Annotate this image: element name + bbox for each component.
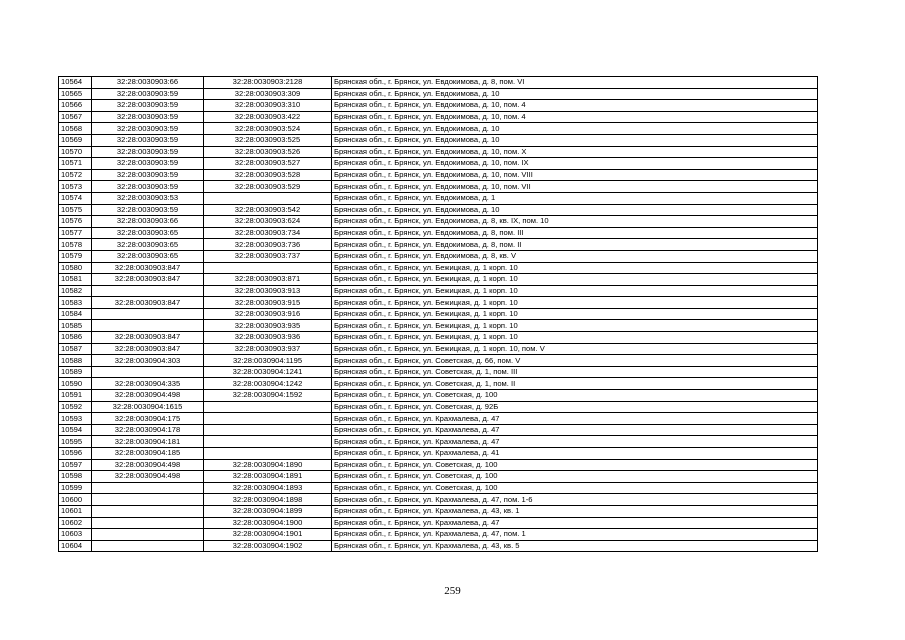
row-number-cell: 10591 [59, 390, 92, 402]
address-cell: Брянская обл., г. Брянск, ул. Евдокимова, д. 10 [332, 123, 818, 135]
object-cadastral-number-cell: 32:28:0030903:528 [204, 169, 332, 181]
row-number-cell: 10572 [59, 169, 92, 181]
table-row [59, 471, 818, 483]
object-cadastral-number-cell: 32:28:0030903:542 [204, 204, 332, 216]
object-cadastral-number-cell: 32:28:0030904:1242 [204, 378, 332, 390]
address-cell: Брянская обл., г. Брянск, ул. Евдокимова, д. 10, пом. X [332, 146, 818, 158]
land-cadastral-number-cell: 32:28:0030904:178 [92, 424, 204, 436]
row-number-cell: 10602 [59, 517, 92, 529]
address-cell: Брянская обл., г. Брянск, ул. Крахмалева, д. 47 [332, 413, 818, 425]
row-number-cell: 10604 [59, 540, 92, 552]
land-cadastral-number-cell: 32:28:0030903:847 [92, 262, 204, 274]
address-cell: Брянская обл., г. Брянск, ул. Евдокимова, д. 10, пом. 4 [332, 111, 818, 123]
address-cell: Брянская обл., г. Брянск, ул. Крахмалева, д. 47, пом. 1 [332, 529, 818, 541]
object-cadastral-number-cell: 32:28:0030903:737 [204, 250, 332, 262]
object-cadastral-number-cell [204, 192, 332, 204]
land-cadastral-number-cell: 32:28:0030903:59 [92, 204, 204, 216]
table-row [59, 146, 818, 158]
land-cadastral-number-cell: 32:28:0030903:59 [92, 111, 204, 123]
object-cadastral-number-cell: 32:28:0030904:1891 [204, 471, 332, 483]
address-cell: Брянская обл., г. Брянск, ул. Крахмалева, д. 47 [332, 424, 818, 436]
row-number-cell: 10587 [59, 343, 92, 355]
object-cadastral-number-cell [204, 424, 332, 436]
land-cadastral-number-cell: 32:28:0030903:59 [92, 100, 204, 112]
row-number-cell: 10596 [59, 448, 92, 460]
address-cell: Брянская обл., г. Брянск, ул. Евдокимова, д. 10, пом. 4 [332, 100, 818, 112]
land-cadastral-number-cell: 32:28:0030903:59 [92, 88, 204, 100]
land-cadastral-number-cell: 32:28:0030903:66 [92, 77, 204, 89]
address-cell: Брянская обл., г. Брянск, ул. Евдокимова, д. 10 [332, 204, 818, 216]
land-cadastral-number-cell: 32:28:0030903:847 [92, 343, 204, 355]
row-number-cell: 10576 [59, 216, 92, 228]
table-row [59, 517, 818, 529]
table-row [59, 494, 818, 506]
table-row [59, 123, 818, 135]
address-cell: Брянская обл., г. Брянск, ул. Крахмалева, д. 47 [332, 436, 818, 448]
row-number-cell: 10603 [59, 529, 92, 541]
address-cell: Брянская обл., г. Брянск, ул. Советская, д. 100 [332, 390, 818, 402]
object-cadastral-number-cell: 32:28:0030904:1901 [204, 529, 332, 541]
table-row [59, 320, 818, 332]
table-row [59, 424, 818, 436]
land-cadastral-number-cell [92, 517, 204, 529]
object-cadastral-number-cell: 32:28:0030903:935 [204, 320, 332, 332]
address-cell: Брянская обл., г. Брянск, ул. Евдокимова, д. 10 [332, 134, 818, 146]
land-cadastral-number-cell: 32:28:0030903:847 [92, 332, 204, 344]
address-cell: Брянская обл., г. Брянск, ул. Евдокимова, д. 10, пом. VII [332, 181, 818, 193]
row-number-cell: 10567 [59, 111, 92, 123]
table-row [59, 285, 818, 297]
row-number-cell: 10583 [59, 297, 92, 309]
land-cadastral-number-cell: 32:28:0030904:181 [92, 436, 204, 448]
address-cell: Брянская обл., г. Брянск, ул. Бежицкая, д. 1 корп. 10 [332, 332, 818, 344]
address-cell: Брянская обл., г. Брянск, ул. Советская, д. 100 [332, 482, 818, 494]
table-row [59, 401, 818, 413]
table-row [59, 111, 818, 123]
row-number-cell: 10589 [59, 366, 92, 378]
row-number-cell: 10573 [59, 181, 92, 193]
object-cadastral-number-cell: 32:28:0030903:913 [204, 285, 332, 297]
address-cell: Брянская обл., г. Брянск, ул. Крахмалева, д. 43, кв. 5 [332, 540, 818, 552]
address-cell: Брянская обл., г. Брянск, ул. Крахмалева, д. 47 [332, 517, 818, 529]
address-cell: Брянская обл., г. Брянск, ул. Советская, д. 92Б [332, 401, 818, 413]
land-cadastral-number-cell: 32:28:0030904:1615 [92, 401, 204, 413]
table-row [59, 100, 818, 112]
land-cadastral-number-cell: 32:28:0030904:498 [92, 459, 204, 471]
address-cell: Брянская обл., г. Брянск, ул. Евдокимова, д. 10, пом. IX [332, 158, 818, 170]
object-cadastral-number-cell: 32:28:0030903:309 [204, 88, 332, 100]
object-cadastral-number-cell: 32:28:0030903:2128 [204, 77, 332, 89]
object-cadastral-number-cell: 32:28:0030904:1900 [204, 517, 332, 529]
row-number-cell: 10564 [59, 77, 92, 89]
land-cadastral-number-cell [92, 285, 204, 297]
row-number-cell: 10584 [59, 308, 92, 320]
address-cell: Брянская обл., г. Брянск, ул. Евдокимова, д. 8, пом. II [332, 239, 818, 251]
row-number-cell: 10570 [59, 146, 92, 158]
land-cadastral-number-cell [92, 540, 204, 552]
land-cadastral-number-cell: 32:28:0030903:65 [92, 227, 204, 239]
table-row [59, 274, 818, 286]
row-number-cell: 10565 [59, 88, 92, 100]
table-row [59, 297, 818, 309]
row-number-cell: 10592 [59, 401, 92, 413]
address-cell: Брянская обл., г. Брянск, ул. Евдокимова, д. 8, кв. V [332, 250, 818, 262]
row-number-cell: 10599 [59, 482, 92, 494]
object-cadastral-number-cell [204, 401, 332, 413]
land-cadastral-number-cell: 32:28:0030904:185 [92, 448, 204, 460]
address-cell: Брянская обл., г. Брянск, ул. Евдокимова, д. 8, пом. VI [332, 77, 818, 89]
table-row [59, 529, 818, 541]
object-cadastral-number-cell: 32:28:0030904:1899 [204, 505, 332, 517]
object-cadastral-number-cell: 32:28:0030903:525 [204, 134, 332, 146]
page-number: 259 [444, 585, 461, 597]
table-row [59, 366, 818, 378]
land-cadastral-number-cell: 32:28:0030903:59 [92, 158, 204, 170]
row-number-cell: 10593 [59, 413, 92, 425]
table-row [59, 436, 818, 448]
object-cadastral-number-cell [204, 262, 332, 274]
address-cell: Брянская обл., г. Брянск, ул. Бежицкая, д. 1 корп. 10 [332, 297, 818, 309]
row-number-cell: 10594 [59, 424, 92, 436]
table-row [59, 169, 818, 181]
address-cell: Брянская обл., г. Брянск, ул. Крахмалева, д. 47, пом. 1-6 [332, 494, 818, 506]
address-cell: Брянская обл., г. Брянск, ул. Евдокимова, д. 8, кв. IX, пом. 10 [332, 216, 818, 228]
table-row [59, 216, 818, 228]
row-number-cell: 10597 [59, 459, 92, 471]
table-row [59, 158, 818, 170]
address-cell: Брянская обл., г. Брянск, ул. Бежицкая, д. 1 корп. 10 [332, 320, 818, 332]
row-number-cell: 10574 [59, 192, 92, 204]
object-cadastral-number-cell: 32:28:0030903:527 [204, 158, 332, 170]
land-cadastral-number-cell: 32:28:0030904:175 [92, 413, 204, 425]
object-cadastral-number-cell: 32:28:0030903:936 [204, 332, 332, 344]
land-cadastral-number-cell [92, 505, 204, 517]
table-row [59, 227, 818, 239]
table-row [59, 250, 818, 262]
row-number-cell: 10566 [59, 100, 92, 112]
table-row [59, 262, 818, 274]
land-cadastral-number-cell [92, 482, 204, 494]
address-cell: Брянская обл., г. Брянск, ул. Советская, д. 100 [332, 471, 818, 483]
row-number-cell: 10588 [59, 355, 92, 367]
object-cadastral-number-cell [204, 436, 332, 448]
address-cell: Брянская обл., г. Брянск, ул. Советская, д. 100 [332, 459, 818, 471]
table-row [59, 390, 818, 402]
object-cadastral-number-cell: 32:28:0030904:1893 [204, 482, 332, 494]
object-cadastral-number-cell: 32:28:0030903:937 [204, 343, 332, 355]
object-cadastral-number-cell: 32:28:0030903:915 [204, 297, 332, 309]
row-number-cell: 10577 [59, 227, 92, 239]
table-row [59, 540, 818, 552]
land-cadastral-number-cell: 32:28:0030904:303 [92, 355, 204, 367]
registry-table [58, 76, 818, 552]
table-row [59, 181, 818, 193]
table-row [59, 239, 818, 251]
land-cadastral-number-cell: 32:28:0030903:59 [92, 123, 204, 135]
address-cell: Брянская обл., г. Брянск, ул. Бежицкая, д. 1 корп. 10 [332, 274, 818, 286]
table-row [59, 459, 818, 471]
land-cadastral-number-cell: 32:28:0030903:59 [92, 169, 204, 181]
address-cell: Брянская обл., г. Брянск, ул. Советская, д. 1, пом. II [332, 378, 818, 390]
land-cadastral-number-cell: 32:28:0030903:59 [92, 146, 204, 158]
object-cadastral-number-cell: 32:28:0030904:1241 [204, 366, 332, 378]
address-cell: Брянская обл., г. Брянск, ул. Крахмалева, д. 41 [332, 448, 818, 460]
object-cadastral-number-cell: 32:28:0030903:916 [204, 308, 332, 320]
address-cell: Брянская обл., г. Брянск, ул. Крахмалева, д. 43, кв. 1 [332, 505, 818, 517]
row-number-cell: 10575 [59, 204, 92, 216]
address-cell: Брянская обл., г. Брянск, ул. Евдокимова, д. 8, пом. III [332, 227, 818, 239]
row-number-cell: 10580 [59, 262, 92, 274]
address-cell: Брянская обл., г. Брянск, ул. Евдокимова, д. 10, пом. VIII [332, 169, 818, 181]
address-cell: Брянская обл., г. Брянск, ул. Бежицкая, д. 1 корп. 10 [332, 308, 818, 320]
object-cadastral-number-cell: 32:28:0030903:422 [204, 111, 332, 123]
object-cadastral-number-cell: 32:28:0030903:524 [204, 123, 332, 135]
address-cell: Брянская обл., г. Брянск, ул. Бежицкая, д. 1 корп. 10 [332, 262, 818, 274]
address-cell: Брянская обл., г. Брянск, ул. Советская, д. 66, пом. V [332, 355, 818, 367]
object-cadastral-number-cell: 32:28:0030904:1902 [204, 540, 332, 552]
table-row [59, 308, 818, 320]
row-number-cell: 10598 [59, 471, 92, 483]
land-cadastral-number-cell [92, 320, 204, 332]
object-cadastral-number-cell: 32:28:0030903:526 [204, 146, 332, 158]
land-cadastral-number-cell: 32:28:0030904:335 [92, 378, 204, 390]
address-cell: Брянская обл., г. Брянск, ул. Бежицкая, д. 1 корп. 10 [332, 285, 818, 297]
row-number-cell: 10581 [59, 274, 92, 286]
address-cell: Брянская обл., г. Брянск, ул. Евдокимова, д. 10 [332, 88, 818, 100]
land-cadastral-number-cell: 32:28:0030903:847 [92, 274, 204, 286]
table-row [59, 88, 818, 100]
row-number-cell: 10590 [59, 378, 92, 390]
table-row [59, 355, 818, 367]
object-cadastral-number-cell: 32:28:0030904:1592 [204, 390, 332, 402]
land-cadastral-number-cell: 32:28:0030904:498 [92, 471, 204, 483]
object-cadastral-number-cell: 32:28:0030903:624 [204, 216, 332, 228]
table-row [59, 378, 818, 390]
row-number-cell: 10586 [59, 332, 92, 344]
land-cadastral-number-cell: 32:28:0030903:847 [92, 297, 204, 309]
row-number-cell: 10568 [59, 123, 92, 135]
table-row [59, 332, 818, 344]
object-cadastral-number-cell: 32:28:0030903:871 [204, 274, 332, 286]
row-number-cell: 10582 [59, 285, 92, 297]
table-row [59, 204, 818, 216]
table-row [59, 134, 818, 146]
row-number-cell: 10600 [59, 494, 92, 506]
object-cadastral-number-cell: 32:28:0030903:734 [204, 227, 332, 239]
row-number-cell: 10579 [59, 250, 92, 262]
row-number-cell: 10595 [59, 436, 92, 448]
object-cadastral-number-cell: 32:28:0030904:1890 [204, 459, 332, 471]
object-cadastral-number-cell: 32:28:0030903:736 [204, 239, 332, 251]
row-number-cell: 10569 [59, 134, 92, 146]
address-cell: Брянская обл., г. Брянск, ул. Советская, д. 1, пом. III [332, 366, 818, 378]
object-cadastral-number-cell: 32:28:0030903:529 [204, 181, 332, 193]
land-cadastral-number-cell: 32:28:0030903:59 [92, 134, 204, 146]
land-cadastral-number-cell [92, 308, 204, 320]
object-cadastral-number-cell [204, 448, 332, 460]
address-cell: Брянская обл., г. Брянск, ул. Бежицкая, д. 1 корп. 10, пом. V [332, 343, 818, 355]
registry-table-body [59, 77, 818, 552]
row-number-cell: 10578 [59, 239, 92, 251]
table-row [59, 77, 818, 89]
row-number-cell: 10585 [59, 320, 92, 332]
table-row [59, 343, 818, 355]
object-cadastral-number-cell: 32:28:0030904:1195 [204, 355, 332, 367]
land-cadastral-number-cell [92, 529, 204, 541]
table-row [59, 448, 818, 460]
table-row [59, 482, 818, 494]
land-cadastral-number-cell: 32:28:0030903:66 [92, 216, 204, 228]
table-row [59, 505, 818, 517]
object-cadastral-number-cell: 32:28:0030903:310 [204, 100, 332, 112]
land-cadastral-number-cell [92, 494, 204, 506]
land-cadastral-number-cell: 32:28:0030903:59 [92, 181, 204, 193]
table-row [59, 413, 818, 425]
object-cadastral-number-cell: 32:28:0030904:1898 [204, 494, 332, 506]
address-cell: Брянская обл., г. Брянск, ул. Евдокимова, д. 1 [332, 192, 818, 204]
object-cadastral-number-cell [204, 413, 332, 425]
land-cadastral-number-cell [92, 366, 204, 378]
land-cadastral-number-cell: 32:28:0030904:498 [92, 390, 204, 402]
table-row [59, 192, 818, 204]
row-number-cell: 10571 [59, 158, 92, 170]
land-cadastral-number-cell: 32:28:0030903:65 [92, 250, 204, 262]
row-number-cell: 10601 [59, 505, 92, 517]
land-cadastral-number-cell: 32:28:0030903:53 [92, 192, 204, 204]
land-cadastral-number-cell: 32:28:0030903:65 [92, 239, 204, 251]
